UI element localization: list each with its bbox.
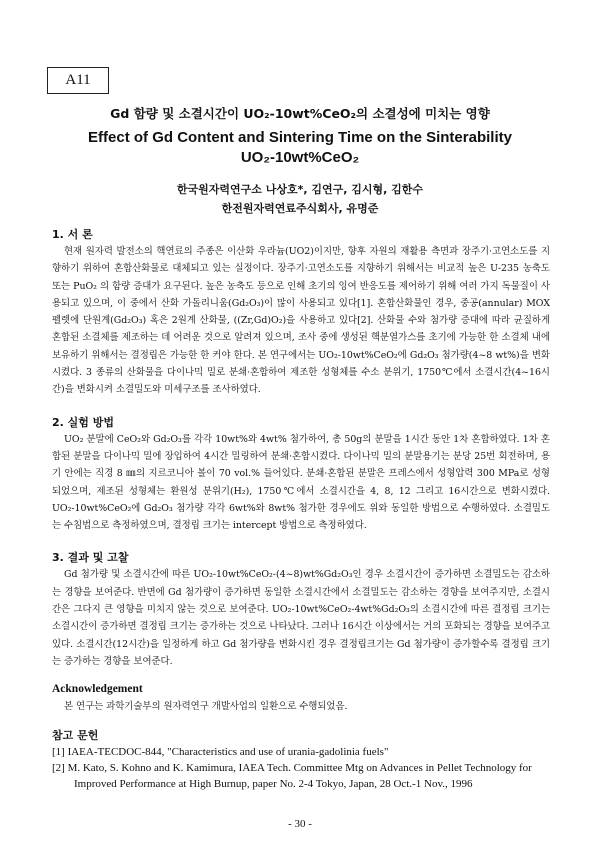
- page-number: - 30 -: [288, 818, 312, 830]
- section-heading-introduction: 1. 서 론: [52, 228, 93, 241]
- section-body-results: Gd 첨가량 및 소결시간에 따른 UO₂-10wt%CeO₂-(4~8)wt%Gd₂O₃인 경우 소결시간이 증가하면 소결밀도는 감소하는 경향을 보여준다. 반면에 Gd 첨가량이 증가하면 동일한 소결시간에서 소결밀도는 감소하는 경향을 보여주지만, 소결시간은 그다지 큰 영향을 미치지 않는 것으로 보여준다. UO₂-10wt%CeO₂-4wt%Gd₂O₃의 소결시간에 따른 결정립 크기는 소결시간이 증가하면 결정립 크기는 증가하는 것으로 나타났다. 그러나 16시간 이상에서는 거의 포화되는 경향을 보여주고 있다. 소결시간(12시간)을 일정하게 하고 Gd 첨가량을 변화시킨 경우 결정립크기는 Gd 첨가량이 증가할수록 결정립 크기는 증가하는 경향을 보여준다.: [52, 569, 550, 667]
- section-body-introduction: 현재 원자력 발전소의 핵연료의 주종은 이산화 우라늄(UO2)이지만, 향후 자원의 재활용 측면과 장주기·고연소도를 지향하기 위하여 혼합산화물로 대체되고 있는 실정이다. 장주기·고연소도를 지향하기 위해서는 비교적 높은 U-235 농축도 또는 PuO₂ 의 함량 증대가 요구된다. 높은 농축도 등으로 인해 초기의 잉여 반응도를 제어하기 위해 여러 가지 독물질이 사용되고 있으며, 이 중에서 산화 가돌리니움(Gd₂O₃)이 많이 사용되고 있다[1]. 혼합산화물인 경우, 중공(annular) MOX 펠렛에 단원계(Gd₂O₃) 혹은 2원계 산화물, ((Zr,Gd)O₂)을 사용하고 있다[2]. 산화물 수와 첨가량 증대에 따라 균질하게 혼합된 소결체를 제조하는 데 어려운 것으로 알려져 있으며, 조사 중에 생성된 핵분열가스를 초기에 가능한 한 소결체 내에 보유하기 위해서는 결정립은 가능한 한 커야 한다. 본 연구에서는 UO₂-10wt%CeO₂에 Gd₂O₃ 첨가량(4~8 wt%)을 변화시켰다. 3 종류의 산화물을 다이나믹 밀로 분쇄·혼합하여 제조한 성형체를 수소 분위기, 1750℃에서 소결시간(4~16시간)을 변화시켜 소결밀도와 미세구조를 조사하였다.: [52, 246, 550, 396]
- section-body-methods: UO₂ 분말에 CeO₂와 Gd₂O₃를 각각 10wt%와 4wt% 첨가하여, 총 50g의 분말을 1시간 동안 1차 혼합하였다. 1차 혼합된 분말을 다이나믹 밀에 장입하여 4시간 밀링하여 분쇄·혼합시켰다. 다이나믹 밀의 분말용기는 분당 25번 회전하며, 용기 안에는 직경 8 ㎜의 지르코니아 볼이 70 vol.% 들어있다. 분쇄·혼합된 분말은 프레스에서 성형압력 300 MPa로 성형되었으며, 제조된 성형체는 환원성 분위기(H₂), 1750℃에서 소결시간을 4, 8, 12 그리고 16시간으로 변화시켰다. UO₂-10wt%CeO₂에 Gd₂O₃ 첨가량 각각 6wt%와 8wt% 첨가한 경우에도 위와 동일한 방법으로 수행하였다. 소결밀도는 수침법으로 측정하였으며, 결정립 크기는 intercept 방법으로 측정하였다.: [52, 433, 550, 532]
- section-heading-results: 3. 결과 및 고찰: [52, 551, 129, 565]
- acknowledgement-body: 본 연구는 과학기술부의 원자력연구 개발사업의 일환으로 수행되었음.: [64, 701, 348, 713]
- title-english: [0, 128, 600, 168]
- title-korean: Gd 함량 및 소결시간이 UO₂-10wt%CeO₂의 소결성에 미치는 영향: [110, 106, 490, 121]
- title-english-line-1: Effect of Gd Content and Sintering Time on the Sinterability: [88, 129, 512, 146]
- references-heading: 참고 문헌: [52, 728, 99, 742]
- authors-block: [0, 180, 600, 218]
- section-heading-methods: 2. 실험 방법: [52, 415, 114, 429]
- authors-line-1: 한국원자력연구소 나상호*, 김연구, 김시형, 김한수: [176, 183, 424, 196]
- paper-id-box: A11: [47, 67, 109, 94]
- paper-body: [52, 226, 550, 792]
- reference-item: [2] M. Kato, S. Kohno and K. Kamimura, IAEA Tech. Committee Mtg on Advances in Pellet Technology for Improved Performance at High Burnup, paper No. 2-4 Tokyo, Japan, 28 Oct.-1 Nov., 1996: [52, 761, 532, 790]
- authors-line-2: 한전원자력연료주식회사, 유명준: [221, 202, 379, 215]
- acknowledgement-heading: Acknowledgement: [52, 683, 143, 696]
- title-english-line-2: UO₂-10wt%CeO₂: [240, 149, 360, 166]
- reference-item: [1] IAEA-TECDOC-844, "Characteristics and use of urania-gadolinia fuels": [52, 745, 389, 758]
